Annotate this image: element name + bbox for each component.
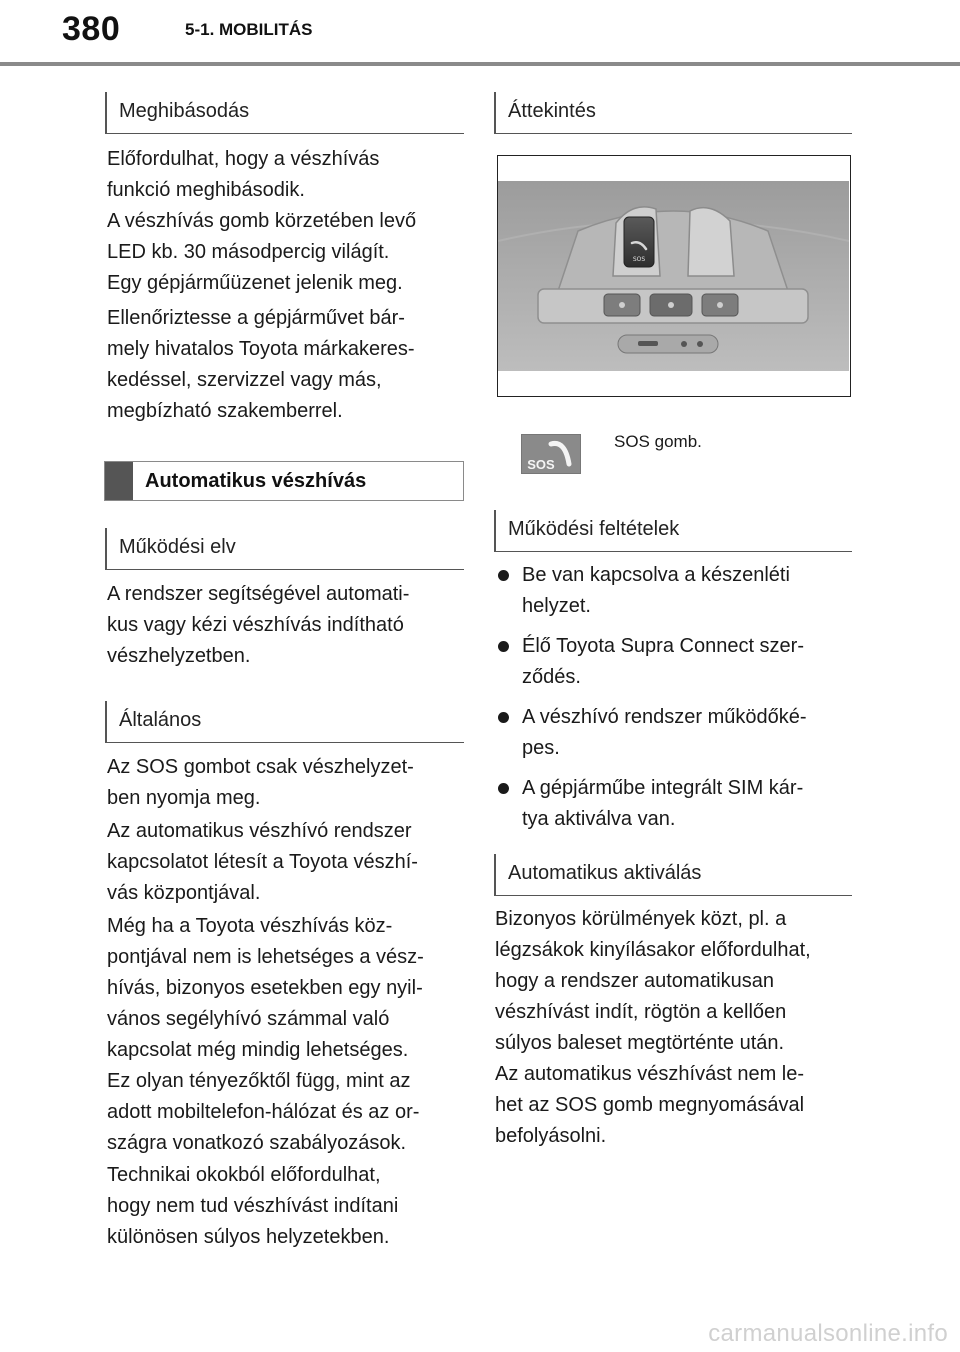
list-item: Be van kapcsolva a készenléti helyzet. <box>494 560 854 622</box>
list-item: Élő Toyota Supra Connect szer- ződés. <box>494 631 854 693</box>
svg-text:SOS: SOS <box>632 256 646 263</box>
heading-overview <box>494 92 852 134</box>
heading-automatic-activation <box>494 854 852 896</box>
watermark: carmanualsonline.info <box>708 1320 948 1347</box>
overhead-console-illustration <box>498 181 849 371</box>
section-title-bar <box>105 462 133 500</box>
section-title-text: Automatikus vészhívás <box>145 470 367 492</box>
heading-operating-conditions <box>494 510 852 552</box>
list-item: A vészhívó rendszer működőké- pes. <box>494 702 854 764</box>
sos-button-caption: SOS gomb. <box>614 432 702 451</box>
heading-operating-principle-text: Működési elv <box>119 536 236 558</box>
paragraph-automatic-activation: Bizonyos körülmények közt, pl. a légzsákok kinyílásakor előfordulhat, hogy a rendszer automatikusan vészhívást indít, rögtön a kellően súlyos baleset megtörténte után. Az automatikus vészhívást nem le- het az SOS gomb megnyomásával befolyásolni. <box>495 908 811 1147</box>
section-title-automatic-emergency-call <box>104 461 464 501</box>
svg-text:SOS: SOS <box>527 457 555 472</box>
paragraph-general-3: Még ha a Toyota vészhívás köz- pontjával nem is lehetséges a vész- hívás, bizonyos esetekben egy nyil- vános segélyhívó számmal való kapcsolat még mindig lehetséges. Ez olyan tényezőktől függ, mint az adott mobiltelefon-hálózat és az or- szágra vonatkozó szabályozások. <box>107 915 424 1154</box>
heading-malfunction-text: Meghibásodás <box>119 100 250 122</box>
conditions-list <box>494 560 854 844</box>
paragraph-malfunction-3: Ellenőriztesse a gépjárművet bár- mely hivatalos Toyota márkakeres- kedéssel, szervizzel vagy más, megbízható szakemberrel. <box>107 307 415 422</box>
heading-automatic-activation-text: Automatikus aktiválás <box>508 862 702 884</box>
paragraph-malfunction-1: Előfordulhat, hogy a vészhívás funkció meghibásodik. <box>107 148 380 201</box>
header-divider <box>0 62 960 66</box>
paragraph-general-1: Az SOS gombot csak vészhelyzet- ben nyomja meg. <box>107 756 414 809</box>
paragraph-operating-principle: A rendszer segítségével automati- kus vagy kézi vészhívás indítható vészhelyzetben. <box>107 583 410 667</box>
list-item: A gépjárműbe integrált SIM kár- tya aktiválva van. <box>494 773 854 835</box>
heading-general <box>105 701 464 743</box>
overhead-console-figure <box>497 155 851 397</box>
page-number: 380 <box>62 10 121 48</box>
heading-general-text: Általános <box>119 709 202 731</box>
heading-operating-conditions-text: Működési feltételek <box>508 518 680 540</box>
paragraph-general-2: Az automatikus vészhívó rendszer kapcsolatot létesít a Toyota vészhí- vás központjával. <box>107 820 418 904</box>
paragraph-general-4: Technikai okokból előfordulhat, hogy nem tud vészhívást indítani különösen súlyos helyzetekben. <box>107 1164 399 1248</box>
chapter-title: 5-1. MOBILITÁS <box>185 20 313 39</box>
heading-malfunction <box>105 92 464 134</box>
paragraph-malfunction-2: A vészhívás gomb körzetében levő LED kb. 30 másodpercig világít. Egy gépjárműüzenet jelenik meg. <box>107 210 417 294</box>
heading-overview-text: Áttekintés <box>508 100 596 122</box>
heading-operating-principle <box>105 528 464 570</box>
sos-button-icon <box>521 434 581 474</box>
